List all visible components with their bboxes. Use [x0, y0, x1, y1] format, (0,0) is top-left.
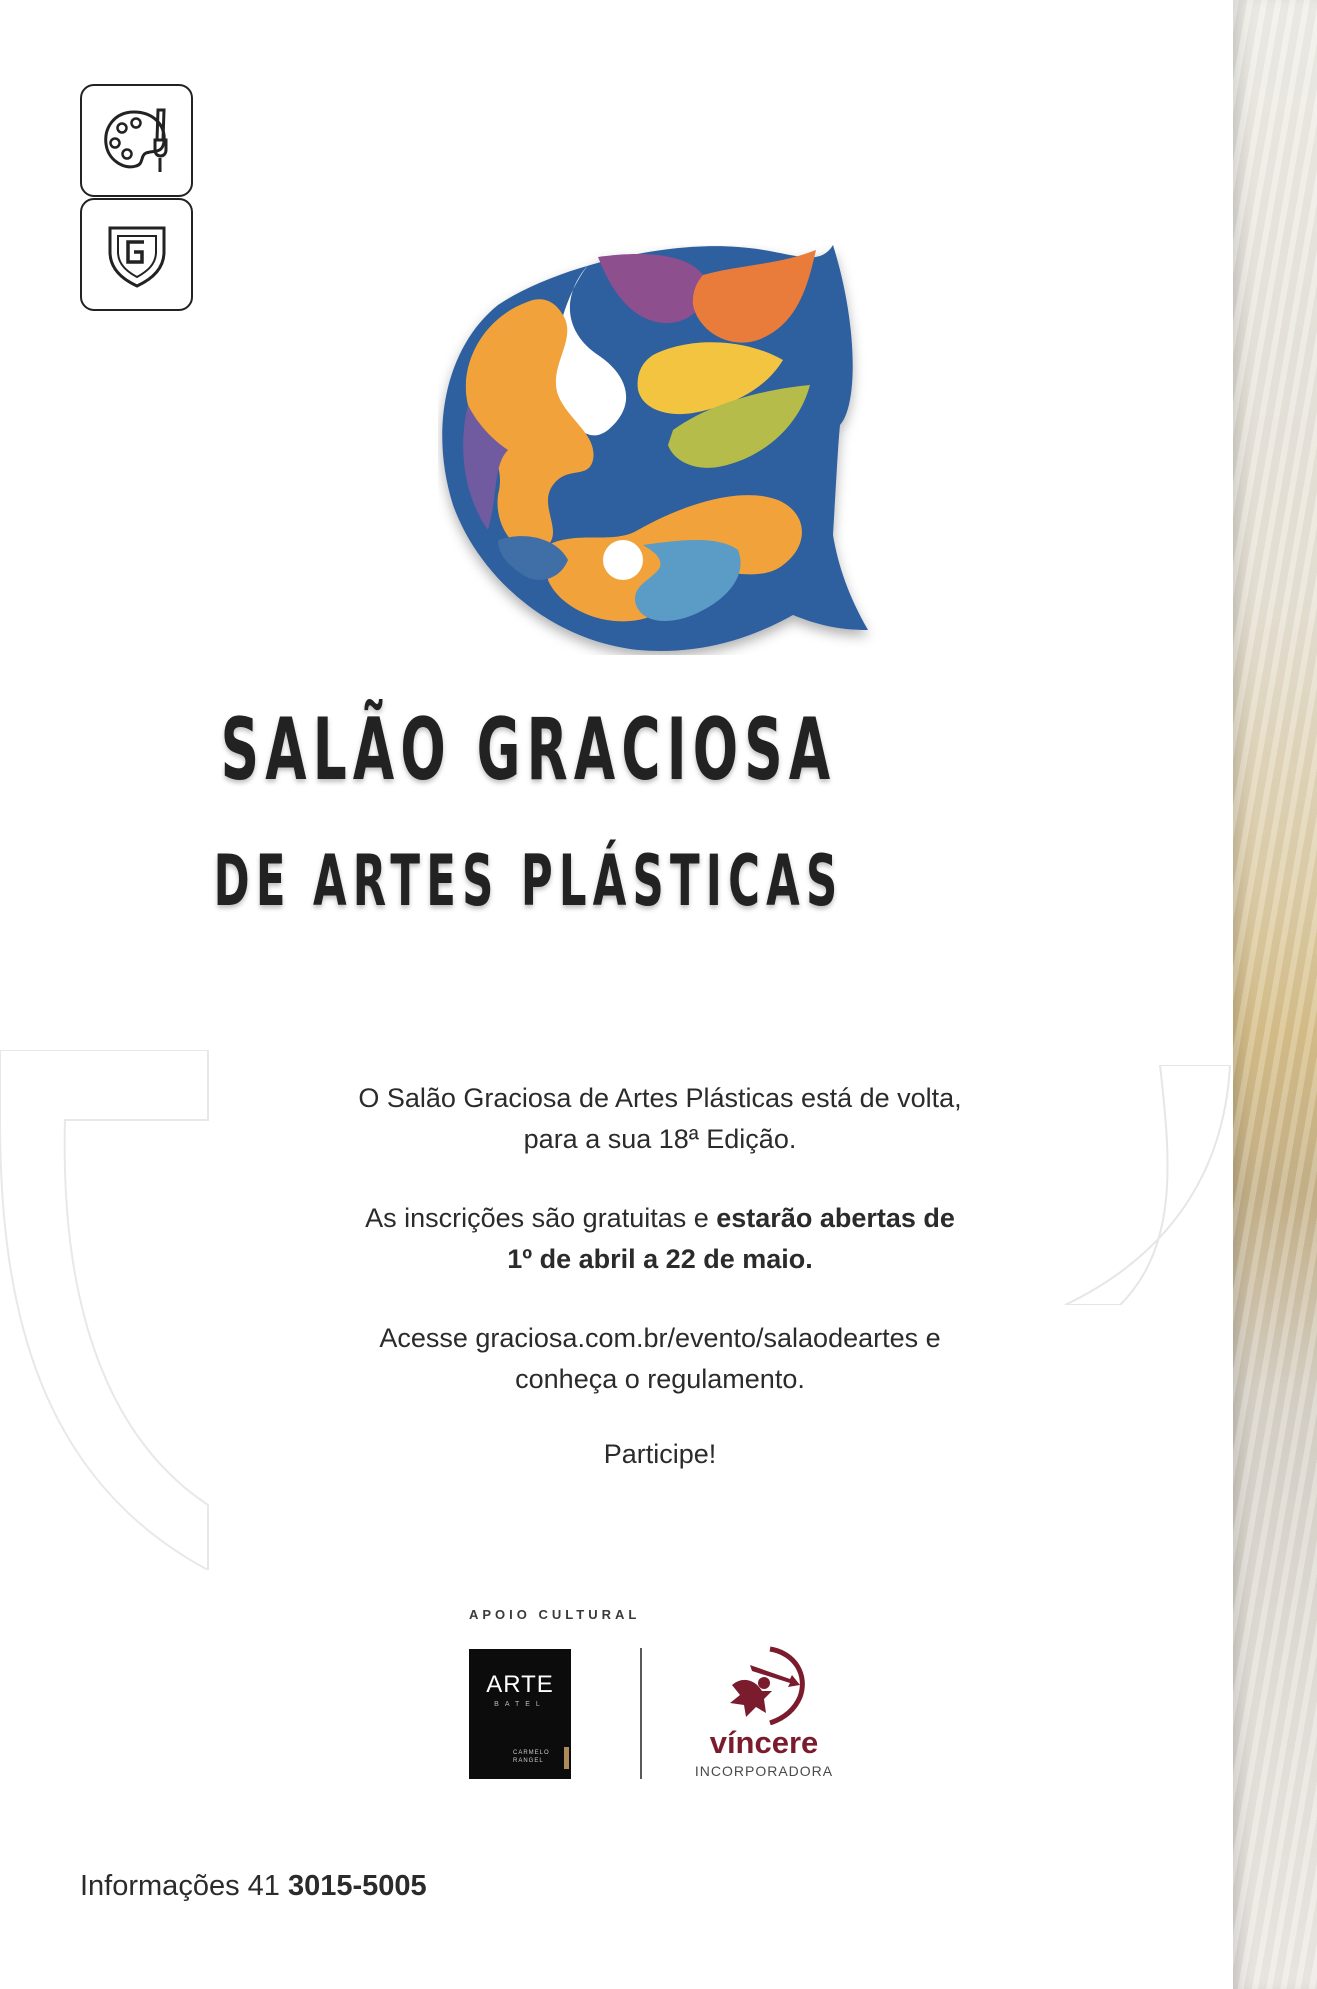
right-bracket-decoration	[1060, 1065, 1233, 1305]
palette-brush-icon	[100, 106, 174, 176]
registration-paragraph	[240, 1198, 1080, 1280]
archer-icon	[720, 1645, 810, 1725]
left-bracket-decoration	[0, 1050, 215, 1570]
vincere-name: víncere	[709, 1725, 819, 1760]
registration-dates-bold-2: 1º de abril a 22 de maio.	[507, 1244, 813, 1274]
marble-texture-strip	[1233, 0, 1317, 1989]
sponsor-divider	[640, 1648, 642, 1779]
website-paragraph	[240, 1318, 1080, 1400]
arte-name-1: CARMELO	[513, 1750, 550, 1756]
graciosa-crest-icon-tile	[80, 198, 193, 311]
intro-paragraph	[240, 1078, 1080, 1160]
website-line-1: Acesse graciosa.com.br/evento/salaodeartes e	[379, 1323, 941, 1353]
event-title-line-2: DE ARTES PLÁSTICAS	[213, 840, 844, 922]
intro-line-1: O Salão Graciosa de Artes Plásticas está de volta,	[358, 1083, 962, 1113]
arte-name-2: RANGEL	[513, 1758, 544, 1764]
arte-logo-names	[513, 1749, 550, 1765]
info-contact	[80, 1870, 427, 1903]
graciosa-g-logo	[438, 245, 878, 655]
arte-logo-bar	[564, 1747, 569, 1769]
arte-logo-sub: BATEL	[494, 1701, 546, 1708]
info-label: Informações 41	[80, 1870, 288, 1902]
event-title-line-1: SALÃO GRACIOSA	[220, 700, 837, 800]
arte-logo-word: ARTE	[486, 1671, 554, 1698]
intro-line-2: para a sua 18ª Edição.	[523, 1124, 797, 1154]
graciosa-crest-icon	[106, 222, 168, 288]
website-line-2: conheça o regulamento.	[515, 1364, 805, 1394]
registration-dates-bold-1: estarão abertas de	[716, 1203, 955, 1233]
info-phone: 3015-5005	[287, 1870, 427, 1902]
sponsor-label: APOIO CULTURAL	[469, 1607, 641, 1622]
arte-batel-logo	[469, 1649, 571, 1779]
vincere-logo	[684, 1645, 844, 1785]
vincere-sub: INCORPORADORA	[694, 1763, 834, 1779]
palette-brush-icon-tile	[80, 84, 193, 197]
participate-text: Participe!	[603, 1439, 717, 1469]
registration-prefix: As inscrições são gratuitas e	[365, 1203, 717, 1233]
